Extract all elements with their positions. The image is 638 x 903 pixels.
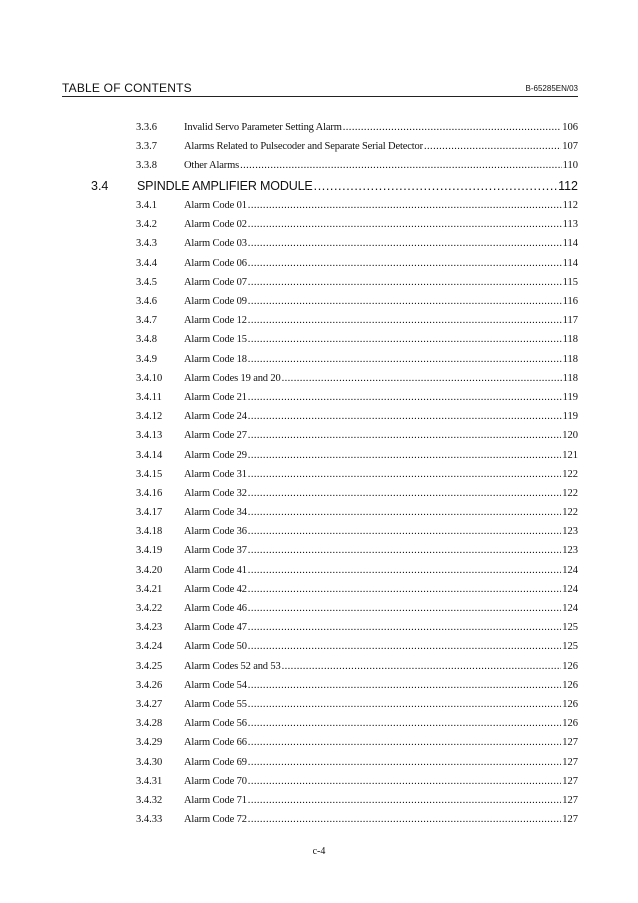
toc-entry-row[interactable] [0, 234, 638, 253]
toc-entry-number: 3.4.16 [136, 487, 163, 499]
toc-entry-title: Alarm Code 50 [184, 641, 247, 653]
toc-entry-row[interactable] [0, 350, 638, 369]
toc-list [0, 118, 638, 829]
toc-entry-page: 122 [562, 468, 578, 480]
toc-entry-row[interactable] [0, 772, 638, 791]
toc-entry-row[interactable] [0, 695, 638, 714]
toc-entry-number: 3.3.8 [136, 160, 157, 172]
toc-entry-title: Alarm Code 72 [184, 814, 247, 826]
dot-leader [248, 430, 561, 441]
toc-entry-page: 125 [562, 641, 578, 653]
toc-entry-title: Alarm Code 69 [184, 756, 247, 768]
toc-entry [184, 699, 578, 710]
toc-entry-page: 107 [562, 141, 578, 153]
toc-entry [184, 354, 578, 365]
dot-leader [248, 315, 562, 326]
toc-entry-page: 119 [562, 411, 578, 423]
toc-entry [184, 718, 578, 729]
document-id: B-65285EN/03 [525, 84, 578, 93]
toc-entry-page: 123 [562, 526, 578, 538]
toc-entry [184, 814, 578, 825]
toc-entry [184, 469, 578, 480]
toc-entry-row[interactable] [0, 156, 638, 175]
toc-entry [184, 258, 578, 269]
toc-entry [184, 661, 578, 672]
dot-leader [424, 141, 561, 152]
toc-entry-title: Alarm Code 41 [184, 564, 247, 576]
dot-leader [248, 258, 562, 269]
toc-entry-title: Alarm Code 29 [184, 449, 247, 461]
toc-entry-title: Invalid Servo Parameter Setting Alarm [184, 122, 342, 133]
toc-entry [184, 603, 578, 614]
toc-entry-row[interactable] [0, 273, 638, 292]
dot-leader [248, 334, 562, 345]
toc-entry-row[interactable] [0, 580, 638, 599]
toc-entry [184, 430, 578, 441]
toc-entry [184, 641, 578, 652]
toc-entry-number: 3.3.6 [136, 122, 157, 133]
dot-leader [248, 411, 562, 422]
dot-leader [282, 661, 562, 672]
toc-entry-row[interactable] [0, 714, 638, 733]
toc-heading: TABLE OF CONTENTS [62, 81, 192, 95]
dot-leader [248, 795, 561, 806]
toc-entry-number: 3.4.25 [136, 660, 163, 672]
toc-entry-page: 122 [562, 507, 578, 519]
toc-entry-row[interactable] [0, 522, 638, 541]
toc-entry-page: 126 [562, 679, 578, 691]
toc-entry-title: Alarm Code 18 [184, 353, 247, 365]
dot-leader [248, 392, 562, 403]
dot-leader [248, 507, 561, 518]
dot-leader [248, 776, 561, 787]
toc-entry [184, 757, 578, 768]
toc-entry-row[interactable] [0, 196, 638, 215]
toc-entry-row[interactable] [0, 465, 638, 484]
toc-entry-title: Alarm Code 46 [184, 603, 247, 614]
toc-entry-title: Alarm Codes 19 and 20 [184, 372, 281, 384]
toc-entry-row[interactable] [0, 369, 638, 388]
toc-entry-number: 3.4.15 [136, 468, 163, 480]
toc-entry-number: 3.4.17 [136, 507, 163, 519]
toc-entry-page: 115 [562, 276, 578, 288]
toc-entry [184, 296, 578, 307]
toc-entry [184, 277, 578, 288]
toc-entry-number: 3.4.7 [136, 315, 157, 327]
toc-entry-title: Other Alarms [184, 160, 240, 172]
dot-leader [248, 354, 562, 365]
toc-entry-number: 3.4.27 [136, 698, 163, 710]
toc-entry [184, 526, 578, 537]
toc-entry-row[interactable] [0, 330, 638, 349]
toc-entry-title: Alarm Code 66 [184, 737, 247, 749]
toc-entry-page: 127 [562, 814, 578, 826]
dot-leader [248, 622, 561, 633]
dot-leader [343, 122, 562, 133]
toc-entry-page: 120 [562, 430, 578, 442]
toc-entry-row[interactable] [0, 618, 638, 637]
dot-leader [282, 373, 562, 384]
toc-entry-title: Alarm Code 70 [184, 775, 247, 787]
toc-entry-row[interactable] [0, 388, 638, 407]
toc-entry-number: 3.4.28 [136, 718, 163, 730]
toc-entry-page: 118 [562, 334, 578, 346]
toc-entry-page: 127 [562, 775, 578, 787]
toc-entry-number: 3.4.18 [136, 526, 163, 538]
toc-entry-page: 113 [562, 219, 578, 231]
toc-entry-title: SPINDLE AMPLIFIER MODULE [137, 178, 313, 193]
toc-entry-number: 3.4.4 [136, 257, 157, 269]
dot-leader [248, 737, 561, 748]
toc-entry-number: 3.4.20 [136, 564, 163, 576]
toc-entry-number: 3.4 [91, 178, 109, 193]
toc-entry-page: 127 [562, 794, 578, 806]
toc-entry-page: 114 [562, 257, 578, 269]
toc-entry-number: 3.4.13 [136, 430, 163, 442]
toc-entry-title: Alarm Code 31 [184, 468, 247, 480]
toc-entry-title: Alarm Code 01 [184, 200, 247, 212]
toc-entry-title: Alarm Code 09 [184, 296, 247, 307]
toc-entry-row[interactable] [0, 733, 638, 752]
toc-entry-number: 3.4.30 [136, 756, 163, 768]
toc-entry [184, 545, 578, 556]
toc-entry-number: 3.4.23 [136, 622, 163, 634]
dot-leader [248, 757, 561, 768]
toc-entry-number: 3.4.32 [136, 794, 163, 806]
toc-entry-page: 121 [562, 449, 578, 461]
toc-entry [184, 315, 578, 326]
toc-entry-number: 3.4.26 [136, 679, 163, 691]
toc-entry [184, 334, 578, 345]
dot-leader [240, 160, 562, 171]
toc-entry [184, 373, 578, 384]
toc-entry-page: 125 [562, 622, 578, 634]
toc-entry-title: Alarm Code 24 [184, 411, 247, 423]
toc-entry-page: 126 [562, 698, 578, 710]
toc-entry [184, 488, 578, 499]
dot-leader [248, 296, 562, 307]
toc-entry-page: 116 [562, 296, 578, 307]
toc-entry-title: Alarm Code 03 [184, 238, 247, 250]
dot-leader [248, 219, 562, 230]
toc-entry-number: 3.4.2 [136, 219, 157, 231]
dot-leader [248, 680, 561, 691]
toc-entry-page: 124 [562, 583, 578, 595]
toc-entry [184, 411, 578, 422]
toc-entry-page: 112 [562, 200, 578, 212]
toc-entry [184, 219, 578, 230]
toc-entry-number: 3.4.10 [136, 372, 163, 384]
toc-entry [184, 200, 578, 211]
toc-entry-number: 3.4.29 [136, 737, 163, 749]
toc-entry-number: 3.4.6 [136, 296, 157, 307]
toc-entry-title: Alarm Code 55 [184, 698, 247, 710]
toc-entry-title: Alarm Code 15 [184, 334, 247, 346]
toc-entry-title: Alarm Code 27 [184, 430, 247, 442]
toc-entry [184, 776, 578, 787]
toc-entry [184, 565, 578, 576]
toc-entry-title: Alarm Code 47 [184, 622, 247, 634]
toc-entry-row[interactable] [0, 446, 638, 465]
toc-entry-row[interactable] [0, 810, 638, 829]
toc-entry-title: Alarm Codes 52 and 53 [184, 660, 281, 672]
dot-leader [248, 469, 561, 480]
dot-leader [248, 699, 561, 710]
dot-leader [248, 238, 562, 249]
toc-entry-number: 3.4.14 [136, 449, 163, 461]
toc-entry-title: Alarm Code 07 [184, 276, 247, 288]
toc-entry [184, 141, 578, 152]
toc-entry-row[interactable] [0, 503, 638, 522]
toc-section-row[interactable] [0, 176, 638, 197]
toc-entry-page: 126 [562, 718, 578, 730]
toc-entry [137, 179, 578, 193]
toc-entry-page: 124 [562, 564, 578, 576]
toc-entry-page: 127 [562, 756, 578, 768]
toc-entry [184, 584, 578, 595]
toc-entry [184, 737, 578, 748]
toc-entry-title: Alarm Code 21 [184, 391, 247, 403]
toc-entry-page: 110 [562, 160, 578, 172]
toc-entry-title: Alarm Code 32 [184, 487, 247, 499]
toc-entry-number: 3.4.31 [136, 775, 163, 787]
dot-leader [248, 200, 562, 211]
toc-entry [184, 622, 578, 633]
toc-entry-page: 124 [562, 603, 578, 614]
toc-entry-page: 106 [562, 122, 578, 133]
toc-entry-title: Alarm Code 54 [184, 679, 247, 691]
toc-entry-title: Alarms Related to Pulsecoder and Separate Serial Detector [184, 141, 423, 153]
toc-entry-row[interactable] [0, 215, 638, 234]
toc-entry [184, 122, 578, 133]
dot-leader [248, 603, 561, 614]
toc-entry-number: 3.4.11 [136, 391, 162, 403]
toc-entry-number: 3.3.7 [136, 141, 157, 153]
toc-entry-number: 3.4.8 [136, 334, 157, 346]
page-number: c-4 [312, 846, 326, 857]
toc-entry [184, 238, 578, 249]
toc-entry-page: 117 [562, 315, 578, 327]
toc-entry-number: 3.4.1 [136, 200, 157, 212]
dot-leader [248, 814, 561, 825]
toc-entry-row[interactable] [0, 753, 638, 772]
toc-entry-title: Alarm Code 34 [184, 507, 247, 519]
toc-entry-row[interactable] [0, 657, 638, 676]
toc-entry [184, 450, 578, 461]
toc-entry-row[interactable] [0, 407, 638, 426]
dot-leader [248, 545, 561, 556]
toc-entry-number: 3.4.24 [136, 641, 163, 653]
toc-entry-row[interactable] [0, 561, 638, 580]
toc-entry-row[interactable] [0, 118, 638, 137]
toc-entry-title: Alarm Code 42 [184, 583, 247, 595]
toc-entry-row[interactable] [0, 426, 638, 445]
toc-entry-number: 3.4.19 [136, 545, 163, 557]
toc-entry-page: 118 [562, 372, 578, 384]
toc-entry [184, 392, 578, 403]
dot-leader [248, 526, 561, 537]
toc-entry [184, 795, 578, 806]
dot-leader [248, 565, 561, 576]
toc-entry-number: 3.4.9 [136, 353, 157, 365]
toc-entry-page: 127 [562, 737, 578, 749]
toc-entry-row[interactable] [0, 676, 638, 695]
toc-entry-page: 119 [562, 391, 578, 403]
toc-entry-title: Alarm Code 12 [184, 315, 247, 327]
toc-entry-row[interactable] [0, 137, 638, 156]
toc-entry-number: 3.4.33 [136, 814, 163, 826]
toc-entry-row[interactable] [0, 254, 638, 273]
toc-entry-title: Alarm Code 36 [184, 526, 247, 538]
dot-leader [248, 584, 561, 595]
toc-entry-number: 3.4.3 [136, 238, 157, 250]
dot-leader [248, 641, 561, 652]
toc-entry-row[interactable] [0, 541, 638, 560]
toc-entry-page: 118 [562, 353, 578, 365]
toc-entry-number: 3.4.21 [136, 583, 163, 595]
dot-leader [314, 179, 557, 193]
toc-entry [184, 680, 578, 691]
toc-entry-title: Alarm Code 56 [184, 718, 247, 730]
toc-entry-row[interactable] [0, 292, 638, 311]
toc-entry-page: 114 [562, 238, 578, 250]
page-header [62, 80, 578, 97]
dot-leader [248, 488, 561, 499]
toc-entry-row[interactable] [0, 599, 638, 618]
toc-entry-page: 126 [562, 660, 578, 672]
dot-leader [248, 277, 562, 288]
toc-entry-number: 3.4.22 [136, 603, 163, 614]
toc-entry-title: Alarm Code 71 [184, 794, 247, 806]
toc-entry [184, 160, 578, 171]
toc-entry-row[interactable] [0, 484, 638, 503]
toc-entry [184, 507, 578, 518]
toc-entry-title: Alarm Code 06 [184, 257, 247, 269]
toc-entry-row[interactable] [0, 791, 638, 810]
toc-entry-row[interactable] [0, 637, 638, 656]
toc-entry-page: 122 [562, 487, 578, 499]
toc-entry-number: 3.4.12 [136, 411, 163, 423]
toc-entry-title: Alarm Code 02 [184, 219, 247, 231]
dot-leader [248, 450, 561, 461]
toc-entry-number: 3.4.5 [136, 276, 157, 288]
toc-entry-title: Alarm Code 37 [184, 545, 247, 557]
toc-entry-row[interactable] [0, 311, 638, 330]
toc-entry-page: 123 [562, 545, 578, 557]
toc-entry-page: 112 [558, 178, 578, 193]
dot-leader [248, 718, 561, 729]
